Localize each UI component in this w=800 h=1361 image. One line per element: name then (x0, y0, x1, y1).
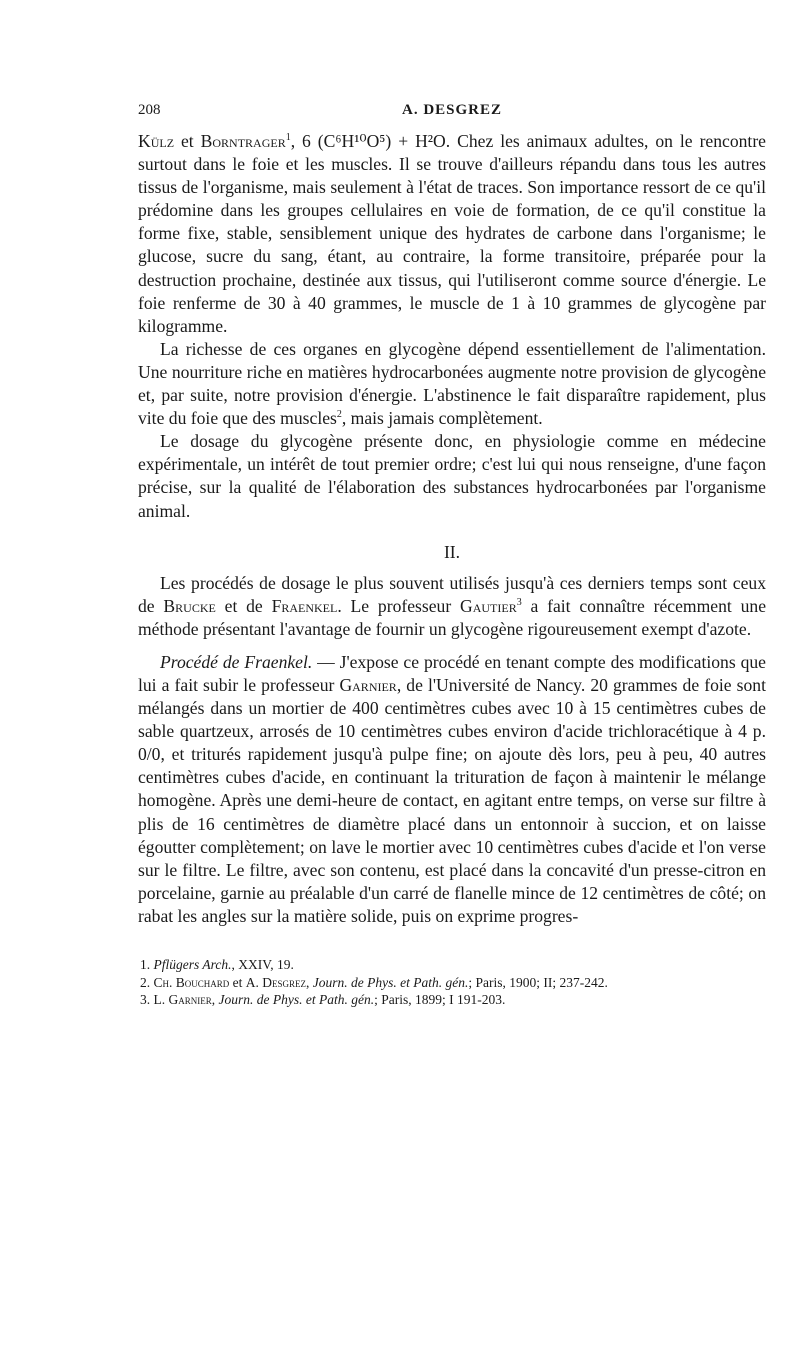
paragraph-2 (138, 338, 766, 430)
footnote-author: A. Desgrez (245, 974, 307, 990)
procedure-title: Procédé de Fraenkel. (160, 651, 313, 672)
paragraph-2-text-a: La richesse de ces organes en glycogène dépend essentiellement de l'alimentation. Une nourriture riche en matières hydrocarbonées augmente notre provision de glycogène et, par suite, notre provision d'énergie. L'abstinence le fait disparaître rapidement, plus vite du foie que des muscles (138, 338, 766, 429)
paragraph-4-text-d: a fait connaître récemment une méthode présentant l'avantage de fournir un glycogène rigoureusement exempt d'azote. (138, 595, 766, 639)
author-kulz: Külz (138, 131, 175, 151)
footnote-journal: Pflügers Arch. (153, 957, 232, 972)
footnote-details: , XXIV, 19. (231, 957, 294, 972)
author-gautier: Gautier (460, 595, 517, 616)
document-page (138, 100, 766, 1009)
footnote-journal: Journ. de Phys. et Path. gén. (312, 974, 469, 990)
body-text (138, 130, 766, 928)
paragraph-5-text-a: — J'expose ce procédé en tenant compte des modifications que lui a fait subir le professeur (138, 651, 766, 695)
footnote-ref-1: 1 (285, 132, 291, 144)
paragraph-4 (138, 572, 766, 641)
author-garnier: Garnier (339, 674, 397, 695)
author-fraenkel: Fraenkel (271, 595, 338, 616)
chemical-formula: , 6 (C⁶H¹⁰O⁵) + H²O. (290, 131, 451, 151)
conjunction: et (229, 974, 246, 990)
paragraph-4-text-b: et de (215, 595, 272, 616)
footnote-details: ; Paris, 1900; II; 237-242. (468, 974, 608, 990)
footnote-author: Ch. Bouchard (153, 974, 230, 990)
author-brucke: Brucke (163, 595, 216, 616)
footnote-1 (138, 956, 766, 974)
paragraph-3: Le dosage du glycogène présente donc, en physiologie comme en médecine expérimentale, un intérêt de tout premier ordre; c'est lui qui nous renseigne, d'une façon précise, sur la qualité de l'élaboration des substances hydrocarbonées par l'organisme animal. (138, 431, 766, 521)
running-head-author: A. DESGREZ (401, 102, 503, 118)
footnote-details: ; Paris, 1899; I 191-203. (374, 992, 506, 1007)
paragraph-1-text: Chez les animaux adultes, on le rencontre surtout dans le foie et les muscles. Il se trouve d'ailleurs répandu dans tous les autres tissus de l'organisme, mais seulement à l'état de traces. Son importance ressort de ce qu'il prédomine dans les groupes cellulaires en voie de formation, de ce qu'il constitue la forme fixe, stable, sensiblement unique des hydrates de carbone dans l'organisme; le glucose, sucre du sang, étant, au contraire, la forme transitoire, préparée pour la destruction prochaine, destinée aux tissus, qui l'utiliseront comme source d'énergie. Le foie renferme de 30 à 40 grammes, le muscle de 1 à 10 grammes de glycogène par kilogramme. (138, 131, 766, 336)
footnote-ref-2: 2 (336, 409, 342, 421)
page-number: 208 (138, 102, 161, 118)
footnote-number: 1. (140, 957, 151, 972)
author-borntrager: Borntrager (200, 131, 286, 151)
footnote-2 (138, 974, 766, 992)
paragraph-1 (138, 130, 766, 338)
paragraph-5 (138, 651, 766, 928)
separator: , (211, 992, 219, 1007)
paragraph-4-text-c: . Le professeur (337, 595, 460, 616)
paragraph-4-text-a: Les procédés de dosage le plus souvent utilisés jusqu'à ces derniers temps sont ceux de (138, 572, 766, 616)
separator: , (306, 974, 313, 990)
footnote-3 (138, 991, 766, 1009)
footnotes (138, 956, 766, 1009)
conjunction: et (174, 131, 201, 151)
footnote-journal: Journ. de Phys. et Path. gén. (218, 992, 375, 1007)
footnote-number: 2. (140, 974, 151, 990)
paragraph-5-text-b: , de l'Université de Nancy. 20 grammes de foie sont mélangés dans un mortier de 400 centimètres cubes avec 10 à 15 centimètres cubes de sable quartzeux, arrosés de 10 centimètres cubes environ d'acide trichloracétique à 4 p. 0/0, et triturés rapidement jusqu'à pulpe fine; on ajoute dès lors, peu à peu, 40 autres centimètres cubes d'acide, en continuant la trituration de façon à maintenir le mélange homogène. Après une demi-heure de contact, en agitant entre temps, on verse sur filtre à plis de 16 centimètres de diamètre placé dans un entonnoir à succion, et on laisse égoutter complètement; on lave le mortier avec 10 centimètres cubes d'acide et l'on verse sur le filtre. Le filtre, avec son contenu, est placé dans la concavité d'un presse-citron en porcelaine, garnie au préalable d'un carré de flanelle mince de 12 centimètres de côté; on rabat les angles sur la matière solide, puis on exprime progres- (138, 674, 766, 926)
footnote-ref-3: 3 (516, 596, 522, 608)
section-heading: II. (443, 541, 461, 562)
paragraph-gap (138, 641, 766, 651)
footnote-author: L. Garnier (153, 992, 212, 1007)
running-head (138, 100, 766, 130)
footnote-number: 3. (140, 992, 151, 1007)
paragraph-2-text-b: , mais jamais complètement. (341, 408, 543, 429)
